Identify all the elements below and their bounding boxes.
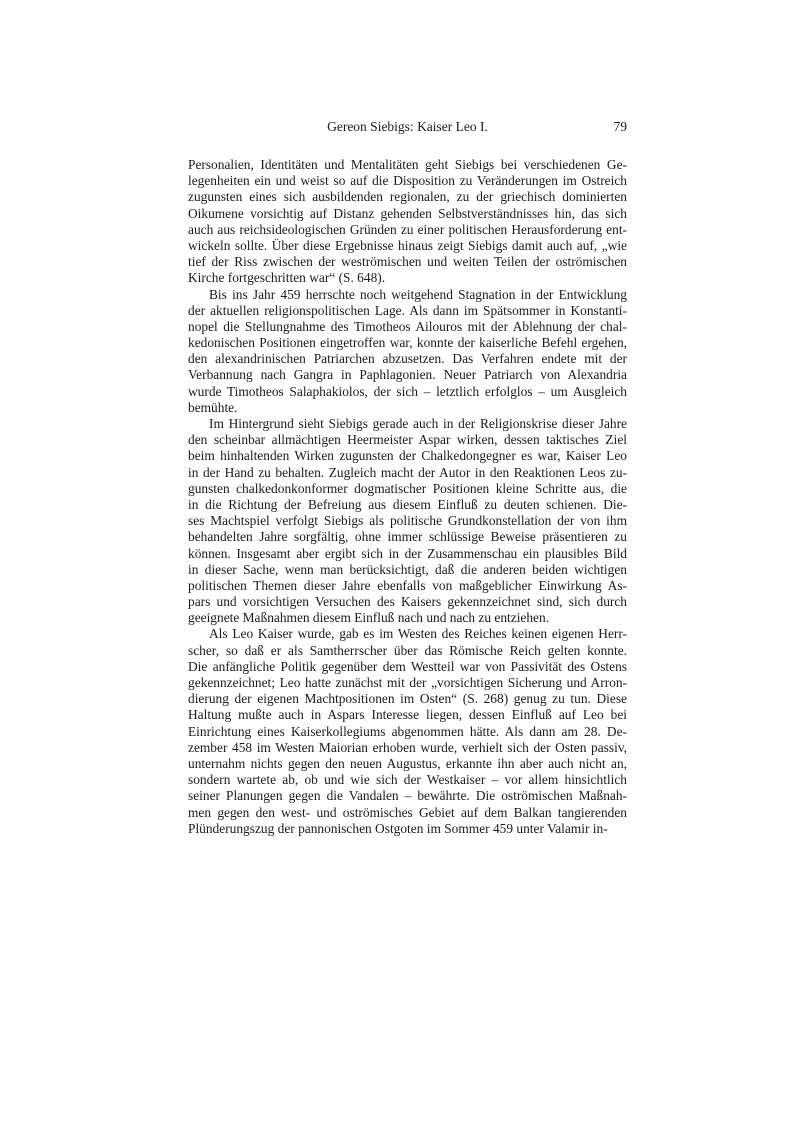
paragraph: [188, 416, 627, 626]
text-line: men gegen den west- und oströmisches Gebiet auf dem Balkan tangierenden: [188, 804, 627, 820]
running-header: [188, 119, 627, 137]
text-line: kedonischen Positionen eingetroffen war, konnte der kaiserliche Befehl ergehen,: [188, 335, 627, 351]
text-line: Verbannung nach Gangra in Paphlagonien. Neuer Patriarch von Alexandria: [188, 367, 627, 383]
body-text: [188, 157, 627, 837]
text-line: gunsten chalkedonkonformer dogmatischer Positionen kleine Schritte aus, die: [188, 480, 627, 496]
paragraph: [188, 157, 627, 287]
text-line: Einrichtung eines Kaiserkollegiums abgenommen hätte. Als dann am 28. De-: [188, 723, 627, 739]
page-number: 79: [613, 119, 627, 134]
text-line: den alexandrinischen Patriarchen abzusetzen. Das Verfahren endete mit der: [188, 351, 627, 367]
text-line: beim hinhaltenden Wirken zugunsten der Chalkedongegner es war, Kaiser Leo: [188, 448, 627, 464]
text-line: Bis ins Jahr 459 herrschte noch weitgehend Stagnation in der Entwicklung: [209, 286, 627, 302]
text-line: wickeln sollte. Über diese Ergebnisse hinaus zeigt Siebigs damit auch auf, „wie: [188, 237, 627, 253]
paragraph: [188, 626, 627, 836]
text-line: unternahm nichts gegen den neuen Augustus, erkannte ihn aber auch nicht an,: [188, 755, 627, 771]
text-line: wurde Timotheos Salaphakiolos, der sich – letztlich erfolglos – um Ausgleich: [188, 383, 627, 399]
text-line: den scheinbar allmächtigen Heermeister Aspar wirken, dessen taktisches Ziel: [188, 432, 627, 448]
text-line: politischen Themen dieser Jahre ebenfalls von maßgeblicher Einwirkung As-: [188, 577, 627, 593]
text-line: Personalien, Identitäten und Mentalitäten geht Siebigs bei verschiedenen Ge-: [188, 157, 627, 172]
text-line: Als Leo Kaiser wurde, gab es im Westen des Reiches keinen eigenen Herr-: [209, 626, 627, 642]
text-line: in die Richtung der Befreiung aus diesem Einfluß zu deuten schienen. Die-: [188, 496, 627, 512]
text-line: Die anfängliche Politik gegenüber dem Westteil war von Passivität des Ostens: [188, 658, 627, 674]
text-line: zugunsten eines sich ausbildenden regionalen, zu der griechisch dominierten: [188, 189, 627, 205]
text-line: dierung der eigenen Machtpositionen im Osten“ (S. 268) genug zu tun. Diese: [188, 691, 627, 707]
text-line: gekennzeichnet; Leo hatte zunächst mit der „vorsichtigen Sicherung und Arron-: [188, 675, 627, 690]
running-title: Gereon Siebigs: Kaiser Leo I.: [327, 119, 488, 134]
text-line: behandelten Jahre sorgfältig, ohne immer schlüssige Beweise präsentieren zu: [188, 529, 627, 545]
text-line: zember 458 im Westen Maiorian erhoben wurde, verhielt sich der Osten passiv,: [188, 739, 627, 755]
text-line: seiner Planungen gegen die Vandalen – bewährte. Die oströmischen Maßnah-: [188, 788, 627, 804]
text-line: bemühte.: [188, 399, 238, 415]
text-line: nopel die Stellungnahme des Timotheos Ailouros mit der Ablehnung der chal-: [188, 318, 627, 334]
text-line: auch aus reichsideologischen Gründen zu einer politischen Herausforderung ent-: [188, 221, 627, 237]
text-line: scher, so daß er als Samtherrscher über das Römische Reich gelten konnte.: [188, 642, 627, 658]
text-line: in dieser Sache, wenn man berücksichtigt, daß die anderen beiden wichtigen: [188, 561, 627, 577]
text-line: sondern wartete ab, ob und wie sich der Westkaiser – vor allem hinsichtlich: [188, 772, 627, 788]
text-line: Plünderungszug der pannonischen Ostgoten im Sommer 459 unter Valamir in-: [188, 820, 608, 836]
text-line: legenheiten ein und weist so auf die Disposition zu Veränderungen im Ostreich: [188, 173, 627, 189]
text-line: in der Hand zu behalten. Zugleich macht der Autor in den Reaktionen Leos zu-: [188, 464, 627, 480]
text-line: geeignete Maßnahmen diesem Einfluß nach und nach zu entziehen.: [188, 610, 550, 626]
text-line: pars und vorsichtigen Versuchen des Kaisers gekennzeichnet sind, sich durch: [188, 594, 627, 610]
text-line: Oikumene vorsichtig auf Distanz gehenden Selbstverständnisses hin, das sich: [188, 205, 627, 221]
text-line: ses Machtspiel verfolgt Siebigs als politische Grundkonstellation der von ihm: [188, 513, 627, 529]
text-line: Kirche fortgeschritten war“ (S. 648).: [188, 270, 386, 286]
text-line: Im Hintergrund sieht Siebigs gerade auch in der Religionskrise dieser Jahre: [209, 416, 627, 431]
text-line: Haltung mußte auch in Aspars Interesse liegen, dessen Einfluß auf Leo bei: [188, 707, 627, 723]
text-line: können. Insgesamt aber ergibt sich in der Zusammenschau ein plausibles Bild: [188, 545, 627, 561]
text-line: tief der Riss zwischen der weströmischen und weiten Teilen der oströmischen: [188, 254, 627, 270]
text-line: der aktuellen religionspolitischen Lage. Als dann im Spätsommer in Konstanti-: [188, 302, 627, 318]
paragraph: [188, 287, 627, 417]
